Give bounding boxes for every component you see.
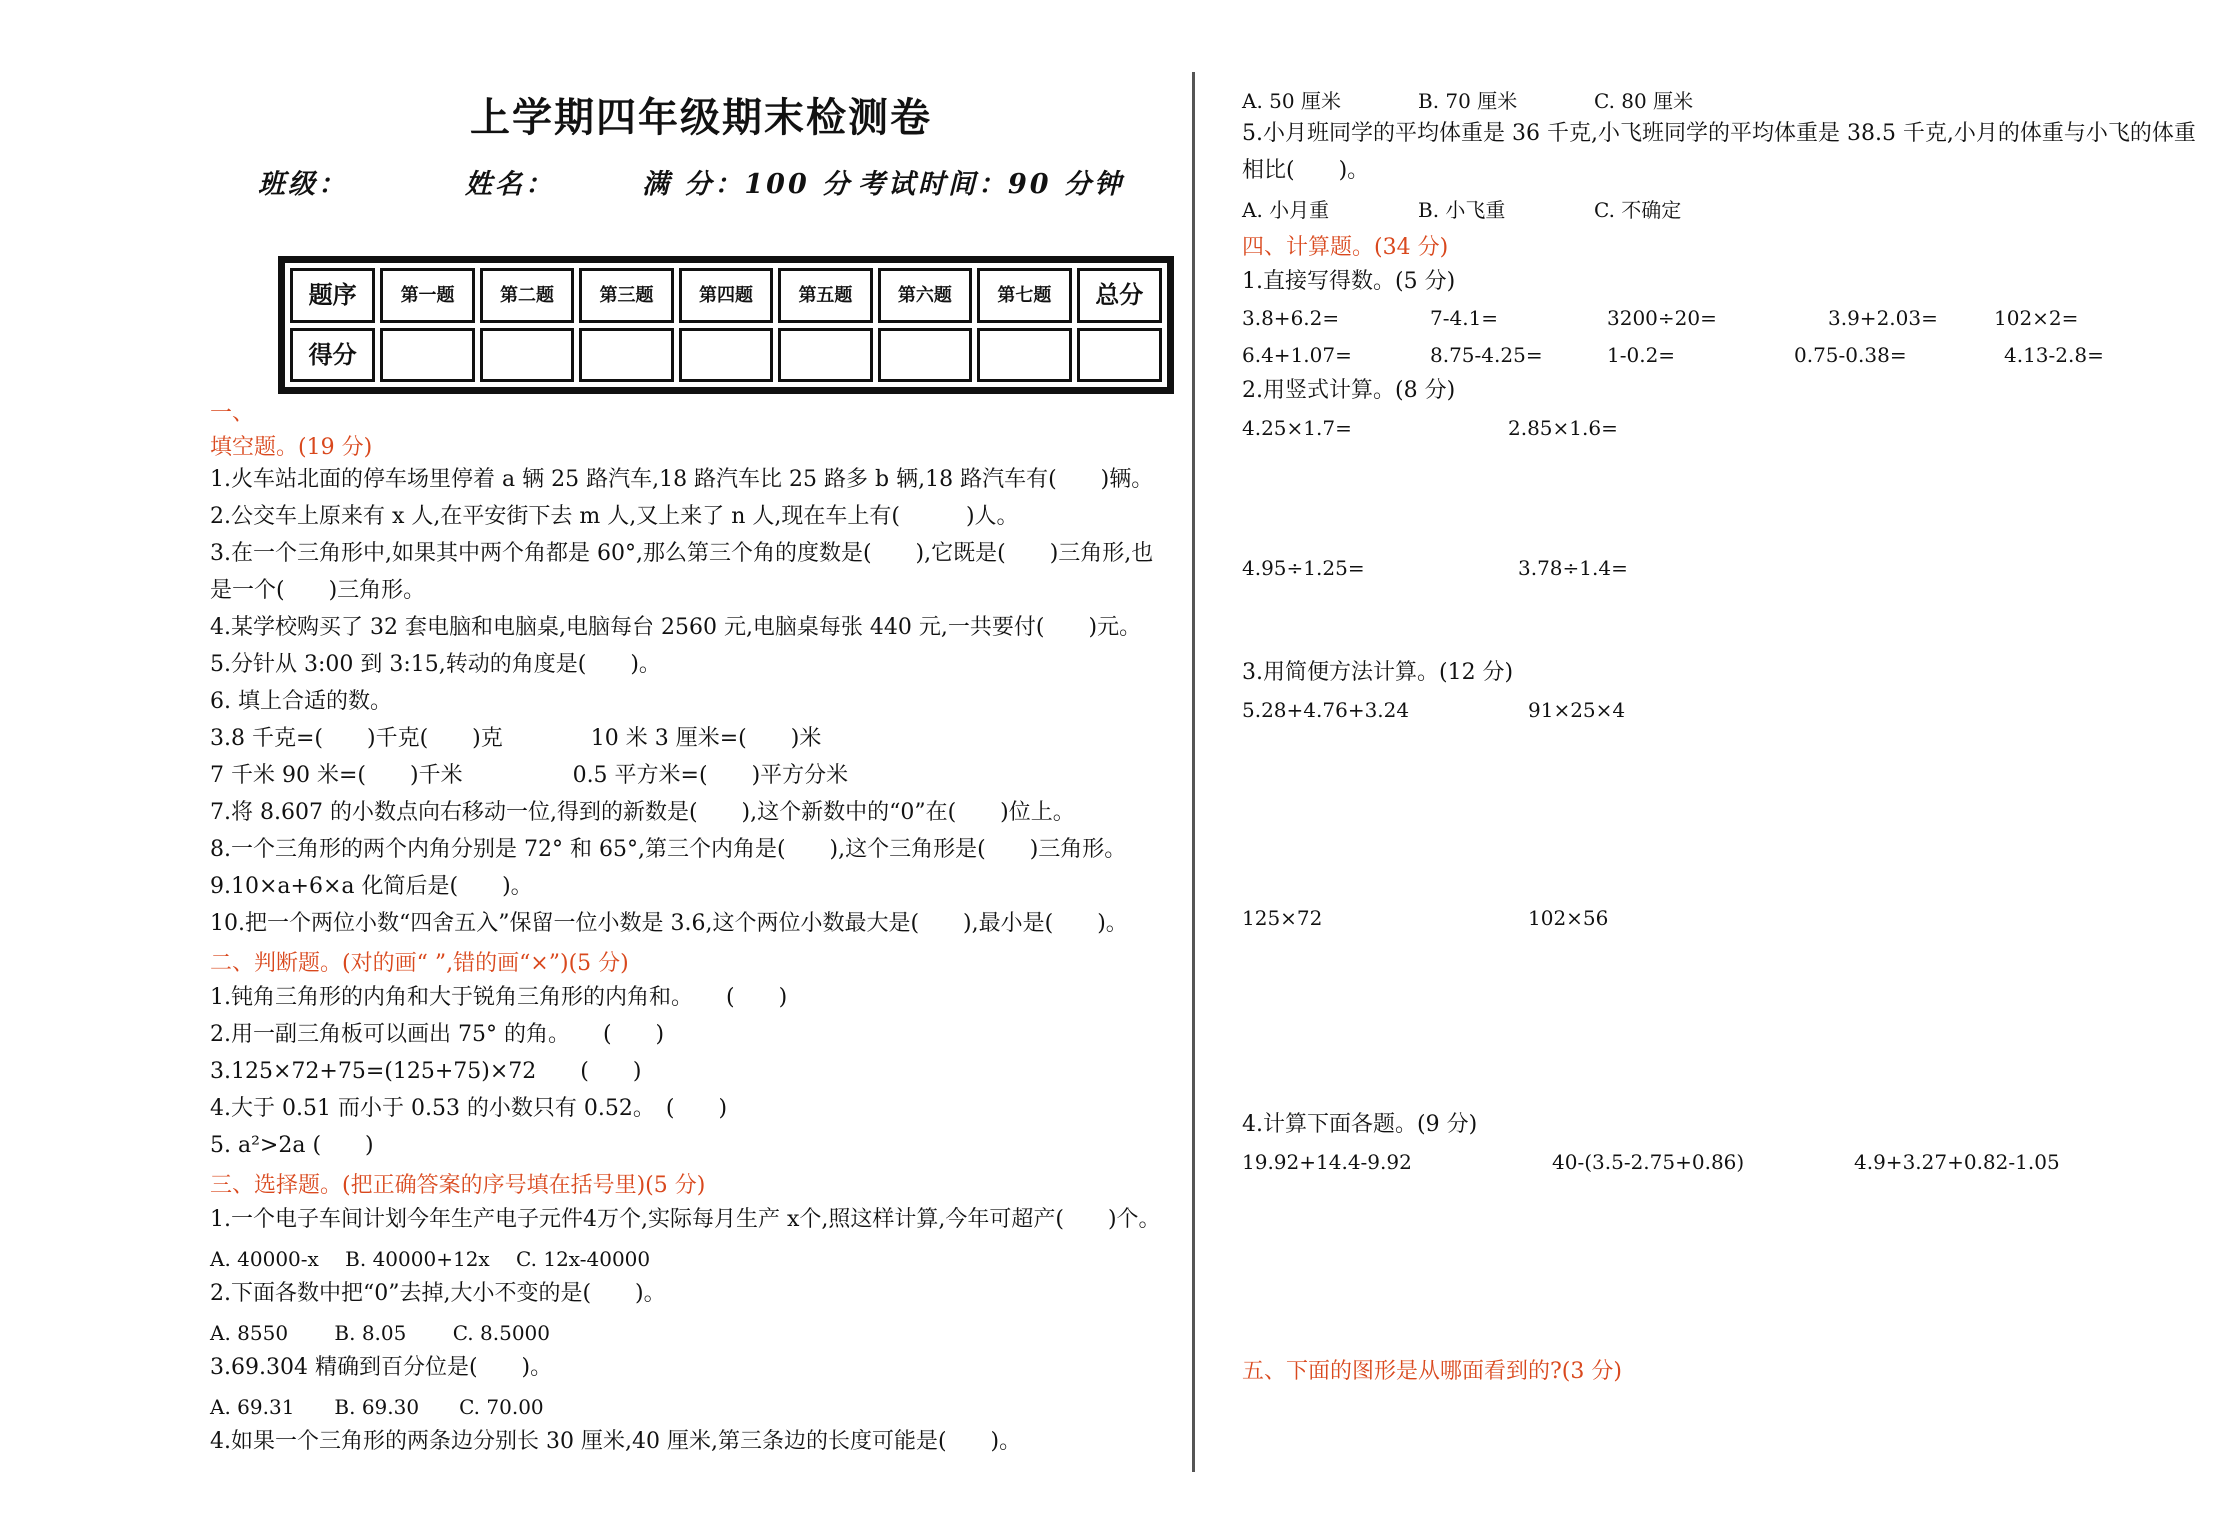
calc-item: 125×72: [1242, 906, 1323, 930]
calc-item: 3.78÷1.4=: [1518, 556, 1628, 580]
score-table-col: 第一题: [380, 268, 474, 323]
choice-question: 相比( )。: [1242, 158, 1370, 183]
score-table-col: 第三题: [579, 268, 673, 323]
exam-time-label: 考试时间：90 分钟: [858, 169, 1124, 200]
choice-options: A. 40000-x B. 40000+12x C. 12x-40000: [210, 1247, 651, 1271]
judge-question: 3.125×72+75=(125+75)×72 ( ): [210, 1059, 642, 1084]
calc-item: 4.9+3.27+0.82-1.05: [1854, 1150, 2060, 1174]
section-2-title: 二、判断题。(对的画“ ”,错的画“×”)(5 分): [210, 951, 629, 976]
calc-item: 3200÷20=: [1607, 306, 1717, 330]
calc-item: 0.75-0.38=: [1794, 343, 1907, 367]
fill-question: 6. 填上合适的数。: [210, 689, 392, 714]
score-cell[interactable]: [778, 328, 872, 383]
fill-question: 4.某学校购买了 32 套电脑和电脑桌,电脑每台 2560 元,电脑桌每张 440 元,一共要付( )元。: [210, 615, 1142, 640]
choice-question: 5.小月班同学的平均体重是 36 千克,小飞班同学的平均体重是 38.5 千克,小月的体重与小飞的体重: [1242, 121, 2196, 146]
score-table-col: 第四题: [679, 268, 773, 323]
calc-item: 8.75-4.25=: [1430, 343, 1543, 367]
calc-item: 2.85×1.6=: [1508, 416, 1618, 440]
calc-item: 3.8+6.2=: [1242, 306, 1340, 330]
choice-option: C. 不确定: [1594, 198, 1682, 222]
fill-question: 3.在一个三角形中,如果其中两个角都是 60°,那么第三个角的度数是( ),它既是( )三角形,也: [210, 541, 1154, 566]
score-table-row-label: 得分: [290, 328, 375, 383]
calc-item: 5.28+4.76+3.24: [1242, 698, 1410, 722]
calc-item: 102×56: [1528, 906, 1609, 930]
score-cell[interactable]: [1077, 328, 1162, 383]
judge-question: 2.用一副三角板可以画出 75° 的角。 ( ): [210, 1022, 665, 1047]
calc-subtitle: 2.用竖式计算。(8 分): [1242, 378, 1456, 403]
choice-question: 1.一个电子车间计划今年生产电子元件4万个,实际每月生产 x个,照这样计算,今年可超产( )个。: [210, 1207, 1161, 1232]
choice-question: 4.如果一个三角形的两条边分别长 30 厘米,40 厘米,第三条边的长度可能是( )。: [210, 1429, 1022, 1454]
choice-question: 3.69.304 精确到百分位是( )。: [210, 1355, 553, 1380]
fill-question: 5.分针从 3:00 到 3:15,转动的角度是( )。: [210, 652, 661, 677]
score-cell[interactable]: [579, 328, 673, 383]
score-table: [278, 256, 1174, 394]
calc-item: 40-(3.5-2.75+0.86): [1552, 1150, 1745, 1174]
full-score-label: 满 分：100 分: [642, 169, 853, 200]
calc-item: 4.95÷1.25=: [1242, 556, 1365, 580]
section-3-title: 三、选择题。(把正确答案的序号填在括号里)(5 分): [210, 1173, 706, 1198]
section-5-title: 五、下面的图形是从哪面看到的?(3 分): [1242, 1359, 1622, 1384]
class-label: 班级：: [258, 169, 348, 200]
judge-question: 1.钝角三角形的内角和大于锐角三角形的内角和。 ( ): [210, 985, 788, 1010]
calc-item: 19.92+14.4-9.92: [1242, 1150, 1412, 1174]
calc-item: 102×2=: [1994, 306, 2079, 330]
score-table-col: 第二题: [480, 268, 574, 323]
score-table-col: 第七题: [977, 268, 1071, 323]
fill-question: 2.公交车上原来有 x 人,在平安街下去 m 人,又上来了 n 人,现在车上有( )人。: [210, 504, 1019, 529]
score-table-total: 总分: [1077, 268, 1162, 323]
score-table-col: 第五题: [778, 268, 872, 323]
calc-subtitle: 4.计算下面各题。(9 分): [1242, 1112, 1478, 1137]
choice-option: C. 80 厘米: [1594, 89, 1694, 113]
choice-options: A. 8550 B. 8.05 C. 8.5000: [210, 1321, 550, 1345]
calc-item: 1-0.2=: [1607, 343, 1676, 367]
score-cell[interactable]: [878, 328, 972, 383]
choice-option: A. 小月重: [1242, 198, 1330, 222]
fill-question: 9.10×a+6×a 化简后是( )。: [210, 874, 533, 899]
choice-option: B. 小飞重: [1418, 198, 1506, 222]
score-cell[interactable]: [977, 328, 1071, 383]
name-label: 姓名：: [465, 169, 555, 200]
calc-item: 4.13-2.8=: [2004, 343, 2104, 367]
calc-subtitle: 1.直接写得数。(5 分): [1242, 269, 1456, 294]
choice-option: A. 50 厘米: [1242, 89, 1341, 113]
choice-options: A. 69.31 B. 69.30 C. 70.00: [210, 1395, 544, 1419]
page-title: 上学期四年级期末检测卷: [470, 94, 932, 141]
fill-question: 7 千米 90 米=( )千米 0.5 平方米=( )平方分米: [210, 763, 849, 788]
column-divider: [1192, 72, 1195, 1472]
calc-item: 91×25×4: [1528, 698, 1626, 722]
score-cell[interactable]: [480, 328, 574, 383]
calc-item: 4.25×1.7=: [1242, 416, 1352, 440]
fill-question: 1.火车站北面的停车场里停着 a 辆 25 路汽车,18 路汽车比 25 路多 b 辆,18 路汽车有( )辆。: [210, 467, 1154, 492]
section-1-number: 一、: [210, 401, 255, 426]
score-cell[interactable]: [380, 328, 474, 383]
calc-item: 7-4.1=: [1430, 306, 1499, 330]
score-table-header: 题序: [290, 268, 375, 323]
section-1-title: 填空题。(19 分): [210, 435, 373, 460]
fill-question: 是一个( )三角形。: [210, 578, 426, 603]
section-4-title: 四、计算题。(34 分): [1242, 235, 1449, 260]
calc-item: 6.4+1.07=: [1242, 343, 1352, 367]
score-cell[interactable]: [679, 328, 773, 383]
fill-question: 3.8 千克=( )千克( )克 10 米 3 厘米=( )米: [210, 726, 822, 751]
fill-question: 7.将 8.607 的小数点向右移动一位,得到的新数是( ),这个新数中的“0”在( )位上。: [210, 800, 1075, 825]
choice-question: 2.下面各数中把“0”去掉,大小不变的是( )。: [210, 1281, 666, 1306]
choice-option: B. 70 厘米: [1418, 89, 1518, 113]
calc-item: 3.9+2.03=: [1828, 306, 1938, 330]
judge-question: 5. a²>2a ( ): [210, 1133, 374, 1158]
judge-question: 4.大于 0.51 而小于 0.53 的小数只有 0.52。 ( ): [210, 1096, 728, 1121]
fill-question: 8.一个三角形的两个内角分别是 72° 和 65°,第三个内角是( ),这个三角形是( )三角形。: [210, 837, 1127, 862]
score-table-col: 第六题: [878, 268, 972, 323]
calc-subtitle: 3.用简便方法计算。(12 分): [1242, 660, 1514, 685]
fill-question: 10.把一个两位小数“四舍五入”保留一位小数是 3.6,这个两位小数最大是( ),最小是( )。: [210, 911, 1128, 936]
